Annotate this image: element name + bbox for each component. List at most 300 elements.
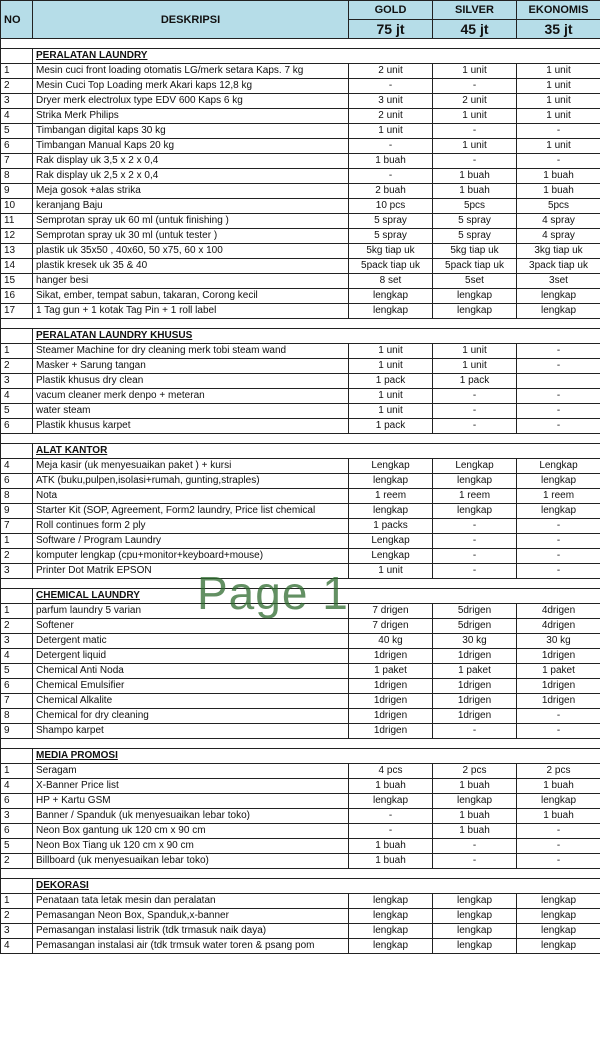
section-header-row	[1, 879, 600, 894]
row-ekonomis-value: lengkap	[517, 894, 600, 909]
row-gold-value: 1 buah	[349, 154, 433, 169]
row-silver-value: 5 spray	[433, 229, 517, 244]
row-silver-value: -	[433, 404, 517, 419]
table-body	[1, 39, 600, 954]
section-header-row	[1, 444, 600, 459]
header-silver: SILVER	[433, 1, 517, 20]
table-row	[1, 359, 600, 374]
row-number: 9	[1, 184, 33, 199]
row-number: 4	[1, 939, 33, 954]
header-no: NO	[1, 1, 33, 39]
row-ekonomis-value: lengkap	[517, 939, 600, 954]
row-ekonomis-value	[517, 374, 600, 389]
row-ekonomis-value: -	[517, 344, 600, 359]
row-silver-value: 1drigen	[433, 649, 517, 664]
row-gold-value: Lengkap	[349, 534, 433, 549]
row-description: Softener	[33, 619, 349, 634]
table-row	[1, 664, 600, 679]
row-ekonomis-value: 4 spray	[517, 214, 600, 229]
row-description: X-Banner Price list	[33, 779, 349, 794]
row-number: 2	[1, 79, 33, 94]
row-gold-value: 1 pack	[349, 419, 433, 434]
row-ekonomis-value: 1drigen	[517, 649, 600, 664]
row-description: parfum laundry 5 varian	[33, 604, 349, 619]
row-ekonomis-value: -	[517, 724, 600, 739]
row-description: Semprotan spray uk 60 ml (untuk finishing )	[33, 214, 349, 229]
row-gold-value: 1 unit	[349, 564, 433, 579]
table-row	[1, 724, 600, 739]
row-description: Chemical for dry cleaning	[33, 709, 349, 724]
row-ekonomis-value: lengkap	[517, 504, 600, 519]
row-description: Neon Box gantung uk 120 cm x 90 cm	[33, 824, 349, 839]
row-silver-value: Lengkap	[433, 459, 517, 474]
row-silver-value: 1drigen	[433, 709, 517, 724]
row-number: 2	[1, 359, 33, 374]
row-number: 6	[1, 419, 33, 434]
row-gold-value: -	[349, 139, 433, 154]
row-gold-value: lengkap	[349, 924, 433, 939]
row-description: Semprotan spray uk 30 ml (untuk tester )	[33, 229, 349, 244]
row-number: 13	[1, 244, 33, 259]
row-number: 12	[1, 229, 33, 244]
table-row	[1, 64, 600, 79]
row-description: Chemical Alkalite	[33, 694, 349, 709]
row-ekonomis-value: -	[517, 564, 600, 579]
row-silver-value: -	[433, 519, 517, 534]
row-number: 6	[1, 139, 33, 154]
table-row	[1, 389, 600, 404]
row-ekonomis-value: 3set	[517, 274, 600, 289]
row-gold-value: 5 spray	[349, 214, 433, 229]
row-silver-value: 1 unit	[433, 64, 517, 79]
table-row	[1, 809, 600, 824]
row-description: Shampo karpet	[33, 724, 349, 739]
table-row	[1, 214, 600, 229]
spacer-row	[1, 739, 600, 749]
row-description: vacum cleaner merk denpo + meteran	[33, 389, 349, 404]
row-ekonomis-value: lengkap	[517, 924, 600, 939]
row-description: Masker + Sarung tangan	[33, 359, 349, 374]
row-silver-value: lengkap	[433, 794, 517, 809]
section-no-cell	[1, 589, 33, 604]
table-row	[1, 694, 600, 709]
table-row	[1, 839, 600, 854]
row-number: 8	[1, 709, 33, 724]
row-ekonomis-value: 1 buah	[517, 184, 600, 199]
table-row	[1, 564, 600, 579]
row-description: plastik uk 35x50 , 40x60, 50 x75, 60 x 100	[33, 244, 349, 259]
row-ekonomis-value: 1 buah	[517, 169, 600, 184]
row-description: Software / Program Laundry	[33, 534, 349, 549]
row-number: 5	[1, 664, 33, 679]
table-row	[1, 824, 600, 839]
table-row	[1, 199, 600, 214]
row-silver-value: 1drigen	[433, 679, 517, 694]
silver-price: 45 jt	[433, 20, 517, 39]
table-row	[1, 549, 600, 564]
table-row	[1, 304, 600, 319]
spacer-cell	[1, 739, 600, 749]
row-silver-value: lengkap	[433, 924, 517, 939]
row-silver-value: 1 pack	[433, 374, 517, 389]
row-gold-value: 2 unit	[349, 109, 433, 124]
row-ekonomis-value: Lengkap	[517, 459, 600, 474]
spacer-row	[1, 319, 600, 329]
row-silver-value: 1 buah	[433, 184, 517, 199]
table-row	[1, 924, 600, 939]
row-number: 4	[1, 109, 33, 124]
row-silver-value: -	[433, 389, 517, 404]
table-row	[1, 619, 600, 634]
row-gold-value: 1 buah	[349, 839, 433, 854]
row-number: 2	[1, 549, 33, 564]
row-gold-value: lengkap	[349, 504, 433, 519]
row-silver-value: 30 kg	[433, 634, 517, 649]
row-silver-value: -	[433, 724, 517, 739]
row-gold-value: Lengkap	[349, 549, 433, 564]
table-row	[1, 939, 600, 954]
page-watermark: Page 1	[197, 567, 349, 619]
row-gold-value: 1 unit	[349, 359, 433, 374]
row-number: 8	[1, 489, 33, 504]
row-number: 10	[1, 199, 33, 214]
table-row	[1, 709, 600, 724]
table-row	[1, 534, 600, 549]
row-gold-value: 4 pcs	[349, 764, 433, 779]
section-title: PERALATAN LAUNDRY	[33, 49, 600, 64]
row-number: 11	[1, 214, 33, 229]
header-ekonomis: EKONOMIS	[517, 1, 600, 20]
row-silver-value: 1 buah	[433, 779, 517, 794]
row-silver-value: 1 unit	[433, 139, 517, 154]
row-number: 3	[1, 634, 33, 649]
row-silver-value: lengkap	[433, 939, 517, 954]
row-ekonomis-value: 3pack tiap uk	[517, 259, 600, 274]
row-silver-value: -	[433, 534, 517, 549]
row-number: 3	[1, 94, 33, 109]
row-description: Mesin Cuci Top Loading merk Akari kaps 12,8 kg	[33, 79, 349, 94]
row-number: 16	[1, 289, 33, 304]
row-ekonomis-value: lengkap	[517, 474, 600, 489]
row-description: Pemasangan Neon Box, Spanduk,x-banner	[33, 909, 349, 924]
row-ekonomis-value: 5pcs	[517, 199, 600, 214]
table-row	[1, 184, 600, 199]
row-silver-value: 2 pcs	[433, 764, 517, 779]
row-gold-value: 40 kg	[349, 634, 433, 649]
row-gold-value: 2 buah	[349, 184, 433, 199]
row-description: Plastik khusus dry clean	[33, 374, 349, 389]
table-row	[1, 604, 600, 619]
row-number: 3	[1, 924, 33, 939]
row-ekonomis-value: 30 kg	[517, 634, 600, 649]
row-description: Timbangan Manual Kaps 20 kg	[33, 139, 349, 154]
row-description: Strika Merk Philips	[33, 109, 349, 124]
section-no-cell	[1, 444, 33, 459]
row-description: Mesin cuci front loading otomatis LG/merk setara Kaps. 7 kg	[33, 64, 349, 79]
row-ekonomis-value: 4drigen	[517, 604, 600, 619]
row-description: Plastik khusus karpet	[33, 419, 349, 434]
row-silver-value: 1 unit	[433, 359, 517, 374]
row-number: 1	[1, 534, 33, 549]
row-silver-value: 2 unit	[433, 94, 517, 109]
table-row	[1, 854, 600, 869]
row-silver-value: 5pack tiap uk	[433, 259, 517, 274]
row-gold-value: 1 buah	[349, 779, 433, 794]
row-gold-value: 1 buah	[349, 854, 433, 869]
row-ekonomis-value: lengkap	[517, 909, 600, 924]
row-number: 4	[1, 649, 33, 664]
row-description: Dryer merk electrolux type EDV 600 Kaps 6 kg	[33, 94, 349, 109]
row-ekonomis-value: 1 unit	[517, 64, 600, 79]
row-description: Pemasangan instalasi listrik (tdk trmasuk naik daya)	[33, 924, 349, 939]
row-description: plastik kresek uk 35 & 40	[33, 259, 349, 274]
table-row	[1, 109, 600, 124]
section-title: PERALATAN LAUNDRY KHUSUS	[33, 329, 600, 344]
row-gold-value: -	[349, 824, 433, 839]
row-number: 1	[1, 344, 33, 359]
row-gold-value: 5 spray	[349, 229, 433, 244]
row-description: Seragam	[33, 764, 349, 779]
table-row	[1, 794, 600, 809]
row-gold-value: 1 unit	[349, 389, 433, 404]
row-gold-value: 7 drigen	[349, 619, 433, 634]
spacer-row	[1, 39, 600, 49]
row-silver-value: -	[433, 564, 517, 579]
row-silver-value: 5 spray	[433, 214, 517, 229]
row-gold-value: -	[349, 169, 433, 184]
row-description: Starter Kit (SOP, Agreement, Form2 laundry, Price list chemical	[33, 504, 349, 519]
row-silver-value: 1 buah	[433, 809, 517, 824]
row-description: Banner / Spanduk (uk menyesuaikan lebar toko)	[33, 809, 349, 824]
row-gold-value: 2 unit	[349, 64, 433, 79]
row-silver-value: lengkap	[433, 909, 517, 924]
row-number: 6	[1, 794, 33, 809]
table-row	[1, 519, 600, 534]
row-gold-value: -	[349, 79, 433, 94]
row-description: HP + Kartu GSM	[33, 794, 349, 809]
row-gold-value: 1 unit	[349, 124, 433, 139]
spacer-cell	[1, 869, 600, 879]
spacer-cell	[1, 39, 600, 49]
row-gold-value: -	[349, 809, 433, 824]
table-row	[1, 419, 600, 434]
table-row	[1, 634, 600, 649]
row-gold-value: 5kg tiap uk	[349, 244, 433, 259]
row-silver-value: -	[433, 154, 517, 169]
row-ekonomis-value: 1 unit	[517, 94, 600, 109]
row-description: komputer lengkap (cpu+monitor+keyboard+mouse)	[33, 549, 349, 564]
table-row	[1, 229, 600, 244]
row-gold-value: 7 drigen	[349, 604, 433, 619]
row-ekonomis-value: 3kg tiap uk	[517, 244, 600, 259]
row-number: 3	[1, 809, 33, 824]
row-description: Neon Box Tiang uk 120 cm x 90 cm	[33, 839, 349, 854]
row-silver-value: -	[433, 854, 517, 869]
section-no-cell	[1, 49, 33, 64]
table-row	[1, 404, 600, 419]
row-silver-value: 5set	[433, 274, 517, 289]
row-number: 1	[1, 604, 33, 619]
table-row	[1, 909, 600, 924]
row-description: 1 Tag gun + 1 kotak Tag Pin + 1 roll label	[33, 304, 349, 319]
row-ekonomis-value: 4drigen	[517, 619, 600, 634]
row-gold-value: lengkap	[349, 939, 433, 954]
row-description: Detergent liquid	[33, 649, 349, 664]
row-description: Timbangan digital kaps 30 kg	[33, 124, 349, 139]
row-number: 6	[1, 474, 33, 489]
row-silver-value: 1 buah	[433, 169, 517, 184]
row-silver-value: lengkap	[433, 894, 517, 909]
row-number: 9	[1, 724, 33, 739]
row-gold-value: lengkap	[349, 894, 433, 909]
row-description: Steamer Machine for dry cleaning merk tobi steam wand	[33, 344, 349, 359]
table-row	[1, 459, 600, 474]
section-header-row	[1, 49, 600, 64]
header-gold: GOLD	[349, 1, 433, 20]
row-gold-value: 1drigen	[349, 679, 433, 694]
row-gold-value: Lengkap	[349, 459, 433, 474]
table-row	[1, 504, 600, 519]
table-row	[1, 169, 600, 184]
table-row	[1, 139, 600, 154]
section-header-row	[1, 329, 600, 344]
spacer-row	[1, 434, 600, 444]
row-number: 4	[1, 389, 33, 404]
row-number: 2	[1, 854, 33, 869]
row-number: 7	[1, 694, 33, 709]
row-ekonomis-value: lengkap	[517, 304, 600, 319]
row-ekonomis-value: -	[517, 154, 600, 169]
row-ekonomis-value: -	[517, 359, 600, 374]
row-ekonomis-value: -	[517, 839, 600, 854]
row-gold-value: 5pack tiap uk	[349, 259, 433, 274]
spacer-cell	[1, 579, 600, 589]
table-header	[1, 1, 600, 39]
table-row	[1, 474, 600, 489]
row-ekonomis-value: -	[517, 854, 600, 869]
row-ekonomis-value: -	[517, 404, 600, 419]
row-gold-value: lengkap	[349, 304, 433, 319]
row-ekonomis-value: 4 spray	[517, 229, 600, 244]
row-silver-value: -	[433, 79, 517, 94]
row-silver-value: lengkap	[433, 289, 517, 304]
section-header-row	[1, 749, 600, 764]
row-gold-value: 1 reem	[349, 489, 433, 504]
row-ekonomis-value: -	[517, 124, 600, 139]
row-silver-value: -	[433, 419, 517, 434]
row-description: Penataan tata letak mesin dan peralatan	[33, 894, 349, 909]
row-gold-value: 1drigen	[349, 649, 433, 664]
row-description: ATK (buku,pulpen,isolasi+rumah, gunting,straples)	[33, 474, 349, 489]
row-description: Sikat, ember, tempat sabun, takaran, Corong kecil	[33, 289, 349, 304]
row-silver-value: 5drigen	[433, 619, 517, 634]
row-silver-value: lengkap	[433, 504, 517, 519]
row-gold-value: 1 pack	[349, 374, 433, 389]
row-number: 4	[1, 459, 33, 474]
spacer-row	[1, 869, 600, 879]
row-description: Chemical Anti Noda	[33, 664, 349, 679]
table-row	[1, 679, 600, 694]
row-number: 7	[1, 519, 33, 534]
row-ekonomis-value: -	[517, 419, 600, 434]
table-row	[1, 274, 600, 289]
row-silver-value: 5pcs	[433, 199, 517, 214]
row-gold-value: lengkap	[349, 289, 433, 304]
section-title: CHEMICAL LAUNDRY	[33, 589, 600, 604]
spacer-cell	[1, 434, 600, 444]
row-silver-value: 5kg tiap uk	[433, 244, 517, 259]
row-gold-value: lengkap	[349, 794, 433, 809]
row-ekonomis-value: 1 buah	[517, 809, 600, 824]
row-ekonomis-value: 1 unit	[517, 139, 600, 154]
row-silver-value: 5drigen	[433, 604, 517, 619]
row-number: 3	[1, 564, 33, 579]
row-ekonomis-value: -	[517, 824, 600, 839]
row-number: 1	[1, 764, 33, 779]
row-number: 14	[1, 259, 33, 274]
row-number: 2	[1, 619, 33, 634]
table-row	[1, 79, 600, 94]
row-number: 5	[1, 124, 33, 139]
ekonomis-price: 35 jt	[517, 20, 600, 39]
section-no-cell	[1, 749, 33, 764]
table-row	[1, 244, 600, 259]
row-silver-value: 1 unit	[433, 344, 517, 359]
row-ekonomis-value: 1 reem	[517, 489, 600, 504]
row-description: Meja kasir (uk menyesuaikan paket ) + kursi	[33, 459, 349, 474]
table-row	[1, 779, 600, 794]
gold-price: 75 jt	[349, 20, 433, 39]
row-description: Meja gosok +alas strika	[33, 184, 349, 199]
row-silver-value: lengkap	[433, 474, 517, 489]
row-description: hanger besi	[33, 274, 349, 289]
row-number: 9	[1, 504, 33, 519]
row-number: 8	[1, 169, 33, 184]
row-gold-value: 8 set	[349, 274, 433, 289]
header-deskripsi: DESKRIPSI	[33, 1, 349, 39]
table-row	[1, 94, 600, 109]
row-silver-value: -	[433, 124, 517, 139]
spacer-cell	[1, 319, 600, 329]
row-number: 1	[1, 64, 33, 79]
table-row	[1, 764, 600, 779]
row-ekonomis-value: -	[517, 549, 600, 564]
row-gold-value: 1 unit	[349, 344, 433, 359]
row-ekonomis-value: lengkap	[517, 289, 600, 304]
table-row	[1, 489, 600, 504]
section-no-cell	[1, 879, 33, 894]
row-description: Rak display uk 2,5 x 2 x 0,4	[33, 169, 349, 184]
row-description: Printer Dot Matrik EPSON	[33, 564, 349, 579]
row-ekonomis-value: -	[517, 709, 600, 724]
row-number: 7	[1, 154, 33, 169]
row-description: Roll continues form 2 ply	[33, 519, 349, 534]
row-ekonomis-value: 1drigen	[517, 694, 600, 709]
row-gold-value: lengkap	[349, 909, 433, 924]
row-number: 5	[1, 839, 33, 854]
row-description: Chemical Emulsifier	[33, 679, 349, 694]
row-gold-value: lengkap	[349, 474, 433, 489]
section-title: DEKORASI	[33, 879, 600, 894]
row-number: 2	[1, 909, 33, 924]
row-ekonomis-value: 1 unit	[517, 79, 600, 94]
table-row	[1, 649, 600, 664]
spacer-row	[1, 579, 600, 589]
section-header-row	[1, 589, 600, 604]
table-row	[1, 154, 600, 169]
row-description: water steam	[33, 404, 349, 419]
table-row	[1, 344, 600, 359]
